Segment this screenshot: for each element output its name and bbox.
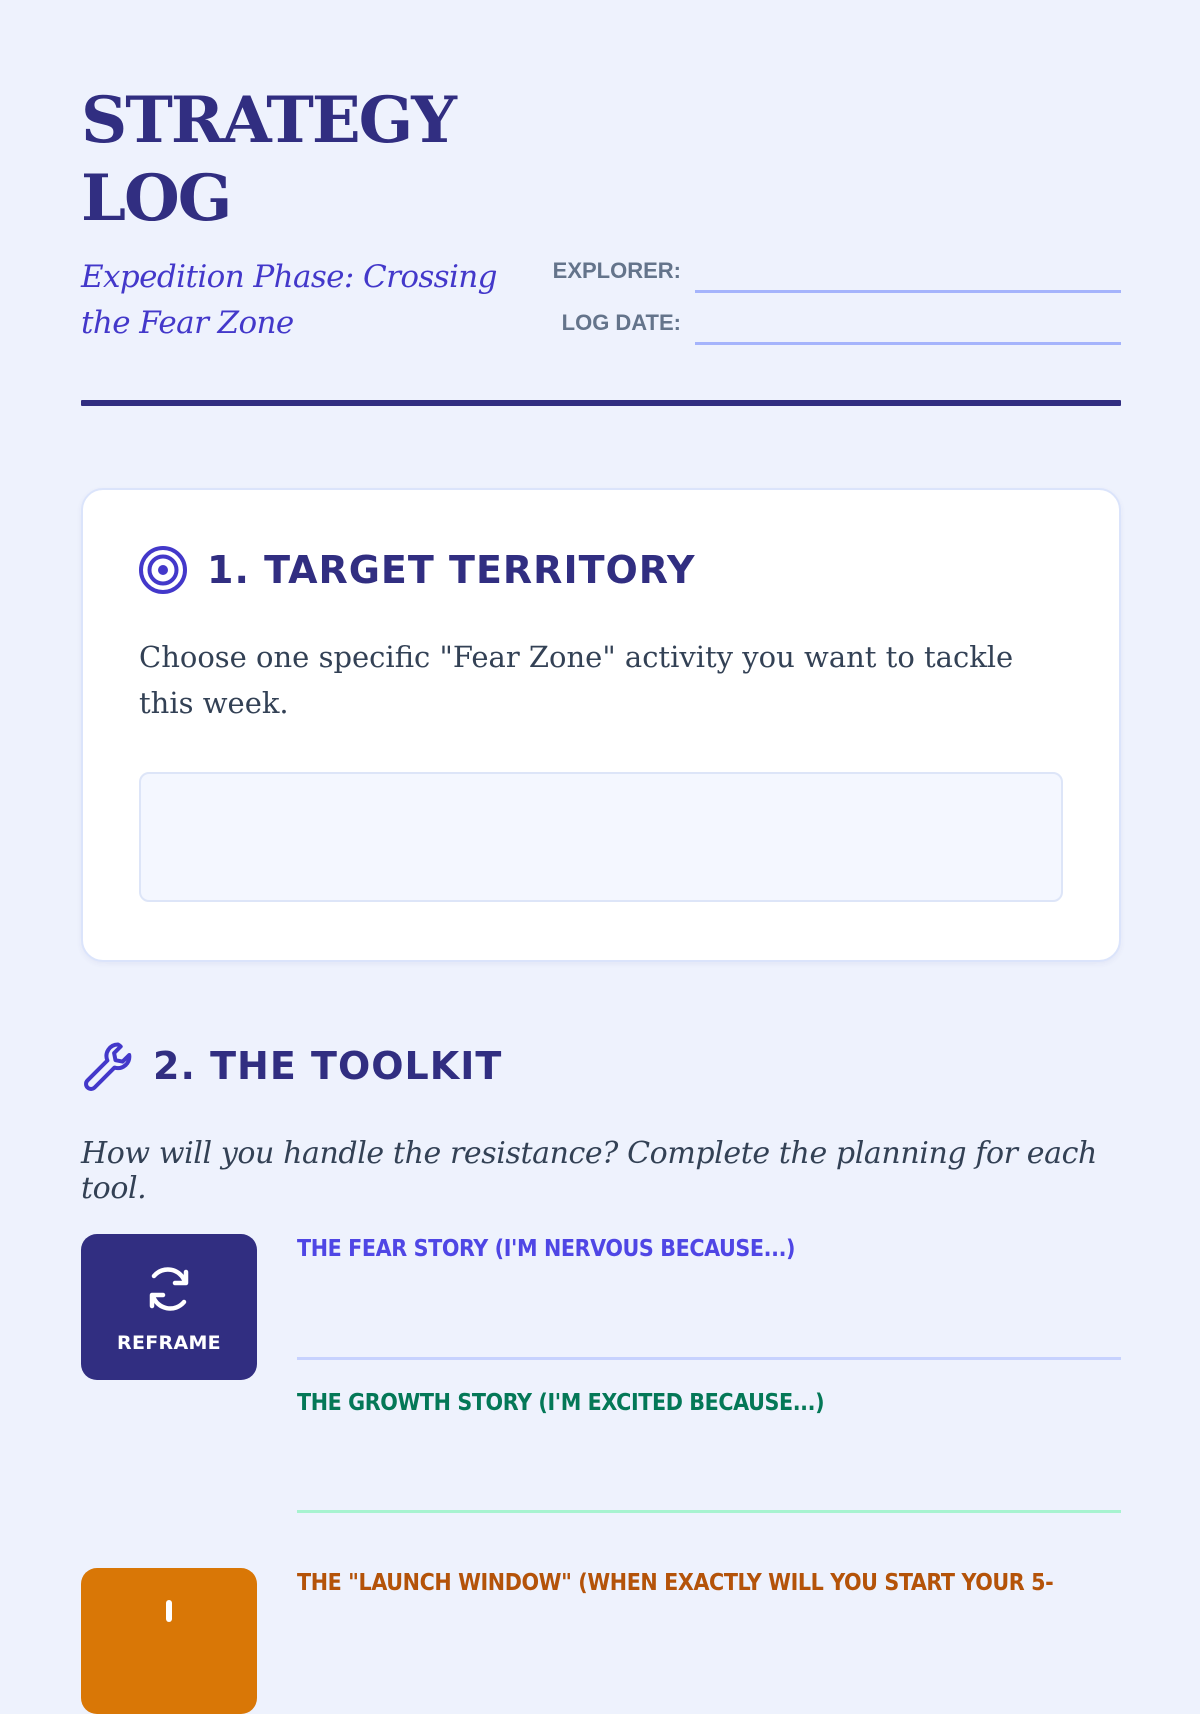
page-title-line-2: LOG [81, 161, 231, 236]
section-1-description: Choose one specific "Fear Zone" activity you want to tackle this week. [139, 640, 1014, 720]
launch-window-label: THE "LAUNCH WINDOW" (WHEN EXACTLY WILL YOU START YOUR 5- [297, 1570, 1054, 1596]
log-date-row [541, 306, 1121, 346]
refresh-icon [142, 1262, 196, 1316]
launch-tool-button[interactable] [81, 1568, 257, 1714]
target-icon [137, 544, 189, 596]
section-1-title: 1. TARGET TERRITORY [207, 548, 696, 592]
target-territory-card [81, 488, 1121, 962]
explorer-row [541, 254, 1121, 294]
page-title [81, 82, 455, 238]
section-2-title: 2. THE TOOLKIT [153, 1044, 503, 1088]
section-2-intro: How will you handle the resistance? Complete the planning for each tool. [81, 1136, 1097, 1206]
section-1-header [137, 544, 696, 596]
log-date-field[interactable] [695, 342, 1121, 345]
section-2-header [81, 1040, 502, 1092]
reframe-tool-button[interactable] [81, 1234, 257, 1380]
wrench-icon [81, 1040, 133, 1092]
fear-story-label: THE FEAR STORY (I'M NERVOUS BECAUSE...) [297, 1236, 796, 1262]
growth-story-label: THE GROWTH STORY (I'M EXCITED BECAUSE...) [297, 1390, 825, 1416]
header-divider [81, 400, 1121, 406]
fear-story-field[interactable] [297, 1357, 1121, 1360]
explorer-label: EXPLORER: [552, 258, 681, 283]
page-title-line-1: STRATEGY [81, 83, 455, 158]
reframe-tool-label: REFRAME [117, 1332, 221, 1354]
rocket-icon [142, 1596, 196, 1650]
log-date-label: LOG DATE: [561, 310, 681, 335]
target-activity-input[interactable] [139, 772, 1063, 902]
page-subtitle: Expedition Phase: Crossing the Fear Zone [81, 259, 497, 341]
explorer-field[interactable] [695, 290, 1121, 293]
growth-story-field[interactable] [297, 1510, 1121, 1513]
